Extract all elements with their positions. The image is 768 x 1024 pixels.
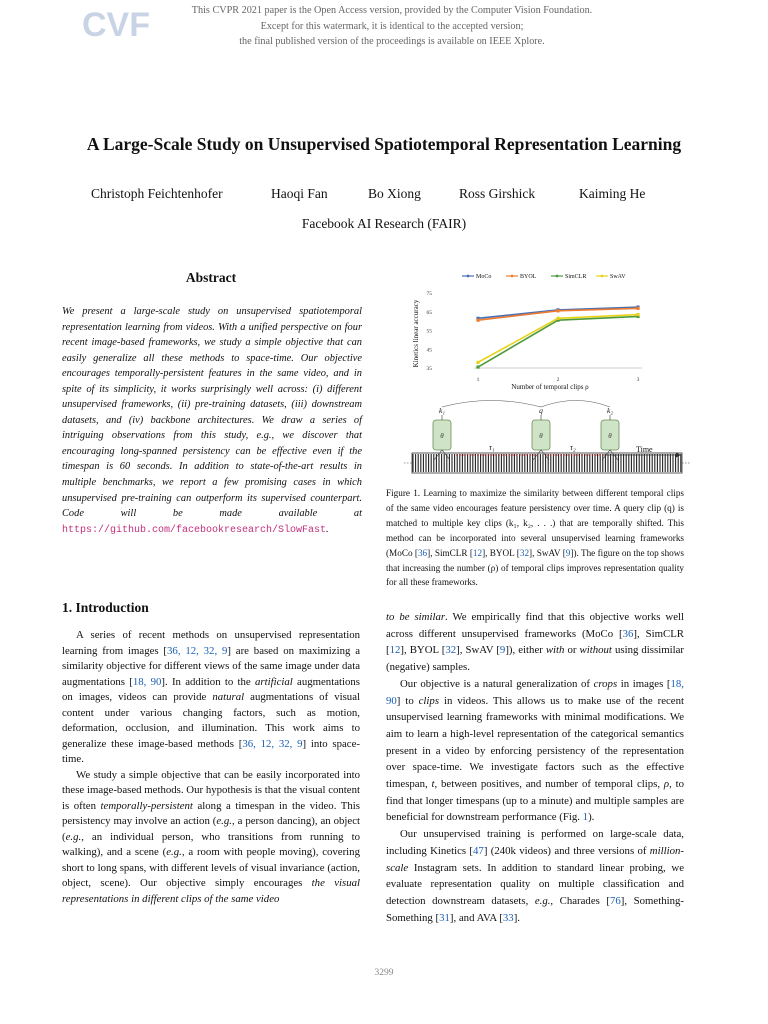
legend-label: BYOL xyxy=(520,274,537,280)
citation-link[interactable]: 36, 12, 32, 9 xyxy=(242,737,303,750)
paragraph: Our objective is a natural generalization of crops in images [18, 90] to clips in videos. This allows us to make use of the recent unsupervised learning frameworks with minimal modifications. We aim to learn a high-level representation of the categorical semantics present in a video by enforcing persistency of the representation over space-time. We investigate factors such as the effective timespan, t, between positives, and number of temporal clips, ρ, to find that longer timespans (up to a minute) and multiple samples are beneficial for downstream performance (Fig. 1). xyxy=(386,677,684,824)
theta-label: θ xyxy=(440,432,444,440)
cvf-logo xyxy=(82,4,150,44)
author-list xyxy=(0,186,768,204)
abstract-heading: Abstract xyxy=(185,270,237,285)
page-number: 3299 xyxy=(374,968,394,978)
legend-label: SimCLR xyxy=(565,274,587,280)
affiliation: Facebook AI Research (FAIR) xyxy=(301,216,467,231)
citation-link[interactable]: 47 xyxy=(473,844,484,857)
author: Kaiming He xyxy=(579,186,646,201)
watermark-line: the final published version of the proceedings is available on IEEE Xplore. xyxy=(239,36,545,47)
legend-marker xyxy=(601,275,604,278)
time-label: Time xyxy=(636,445,653,454)
x-tick-label: 2 xyxy=(556,377,560,383)
y-tick-label: 45 xyxy=(426,347,432,354)
figure-caption: Figure 1. Learning to maximize the similarity between different temporal clips of the same video encourages feature persistency over time. A query clip (q) is matched to multiple key clips (k₁, k₂, . . .) that are temporally shifted. This method can be incorporated into several unsupervised learning frameworks (MoCo [36], SimCLR [12], BYOL [32], SwAV [9]). The figure on the top shows that increasing the number (ρ) of temporal clips improves representation quality for all these frameworks. xyxy=(386,488,684,588)
citation-link[interactable]: 32 xyxy=(445,644,457,657)
paragraph: Our unsupervised training is performed on large-scale data, including Kinetics [47] (240k videos) and three versions of million-scale Instagram sets. In addition to standard linear probing, we evaluate representation quality on multiple classification and detection downstream datasets, e.g., Charades [76], Something-Something [31], and AVA [33]. xyxy=(386,828,684,924)
citation-link[interactable]: 36, 12, 32, 9 xyxy=(167,644,228,657)
temporal-clips-diagram xyxy=(404,401,690,474)
series-line xyxy=(478,316,638,367)
theta-label: θ xyxy=(539,432,543,440)
citation-link[interactable]: 33 xyxy=(502,911,514,924)
encoder-q-label: q xyxy=(539,406,543,415)
citation-link[interactable]: 12 xyxy=(472,547,483,558)
figure-1 xyxy=(386,262,686,482)
data-point xyxy=(556,317,559,320)
data-point xyxy=(556,309,559,312)
paragraph: We study a simple objective that can be easily incorporated into these image-based methods. Our hypothesis is that the visual content is often temporally-persistent along a timespan in the video. This persistency may involve an action (e.g., a person dancing), an object (e.g., an individual person, who transitions from running to walking), and a scene (e.g., a room with people moving), covering short to long spans, with different levels of visual invariance (action, object, scene). Our objective simply encourages the visual representations in different clips of the same video xyxy=(62,768,360,905)
y-tick-label: 35 xyxy=(426,366,432,372)
right-column-body xyxy=(386,609,684,926)
legend-label: SwAV xyxy=(610,274,626,280)
encoder-k2-label: k₂ xyxy=(607,406,613,415)
x-tick-label: 3 xyxy=(636,377,640,383)
citation-link[interactable]: 18, 90 xyxy=(386,677,684,707)
legend-marker xyxy=(556,275,559,278)
citation-link[interactable]: 32 xyxy=(519,547,530,558)
legend-marker xyxy=(511,275,514,278)
accuracy-chart xyxy=(412,274,642,391)
data-point xyxy=(636,307,639,310)
paper-title: A Large-Scale Study on Unsupervised Spatiotemporal Representation Learning xyxy=(86,134,682,154)
citation-link[interactable]: 12 xyxy=(389,644,401,657)
section-heading: 1. Introduction xyxy=(62,600,149,615)
y-tick-label: 75 xyxy=(426,291,432,297)
watermark-line: This CVPR 2021 paper is the Open Access version, provided by the Computer Vision Foundation. xyxy=(191,5,593,16)
citation-link[interactable]: 9 xyxy=(499,644,506,657)
author: Christoph Feichtenhofer xyxy=(91,186,223,201)
svg-text:CVF: CVF xyxy=(82,6,150,44)
tau2-label: τ₂ xyxy=(570,443,576,452)
watermark-line: Except for this watermark, it is identical to the accepted version; xyxy=(260,20,524,32)
author: Ross Girshick xyxy=(459,186,536,201)
paragraph: A series of recent methods on unsupervised representation learning from images [36, 12, 32, 9] are based on maximizing a similarity objective for different views of the same image under data augmentations [18, 90]. In addition to the artificial augmentations on images, videos can provide natural augmentations of visual content under various changing factors, such as motion, deformation, occlusion, and illumination. This work aims to generalize these image-based methods [36, 12, 32, 9] into space-time. xyxy=(62,629,361,765)
theta-label: θ xyxy=(608,432,612,440)
data-point xyxy=(636,313,639,316)
abstract-body: We present a large-scale study on unsupervised spatiotemporal representation learning from videos. With a unified perspective on four recent image-based frameworks, we study a simple objective that can easily generalize all these methods to space-time. Our objective encourages temporally-persistent features in the same video, and in spite of its simplicity, it works surprisingly well across: (i) different unsupervised frameworks, (ii) pre-training datasets, (iii) downstream datasets, and (iv) backbone architectures. We draw a series of intriguing observations from this study, e.g., we discover that encouraging long-spanned persistency can be effective even if the timespan is 60 seconds. In addition to state-of-the-art results in multiple benchmarks, we report a few promising cases in which unsupervised pre-training can outperform its supervised counterpart. Code will be made available at https://github.com/facebookresearch/SlowFast. xyxy=(62,306,362,536)
data-point xyxy=(476,319,479,322)
citation-link[interactable]: 76 xyxy=(609,894,621,907)
author: Bo Xiong xyxy=(368,186,421,201)
citation-link[interactable]: 1 xyxy=(582,811,589,824)
citation-link[interactable]: 18, 90 xyxy=(132,675,162,688)
watermark-text xyxy=(172,3,612,50)
y-tick-label: 65 xyxy=(426,309,432,316)
citation-link[interactable]: 36 xyxy=(417,547,428,558)
legend-marker xyxy=(467,275,470,278)
encoder-k1-label: k₁ xyxy=(439,406,445,415)
author: Haoqi Fan xyxy=(271,186,328,201)
data-point xyxy=(476,361,479,364)
legend-label: MoCo xyxy=(476,274,492,280)
q-k2-arc xyxy=(541,401,610,408)
y-axis-label: Kinetics linear accuracy xyxy=(412,299,420,368)
citation-link[interactable]: 36 xyxy=(622,627,634,640)
code-link[interactable]: https://github.com/facebookresearch/SlowFast xyxy=(62,524,327,536)
paragraph: to be similar. We empirically find that this objective works well across different unsupervised frameworks (MoCo [36], SimCLR [12], BYOL [32], SwAV [9]), either with or without using dissimilar (negative) samples. xyxy=(386,611,684,674)
x-axis-label: Number of temporal clips ρ xyxy=(511,383,589,391)
q-k1-arc xyxy=(442,401,541,408)
tau1-label: τ₁ xyxy=(489,443,495,452)
y-tick-label: 55 xyxy=(426,328,432,335)
citation-link[interactable]: 9 xyxy=(565,547,571,558)
left-column-body xyxy=(62,628,360,907)
data-point xyxy=(476,365,479,368)
x-tick-label: 1 xyxy=(476,377,480,383)
citation-link[interactable]: 31 xyxy=(439,911,450,924)
